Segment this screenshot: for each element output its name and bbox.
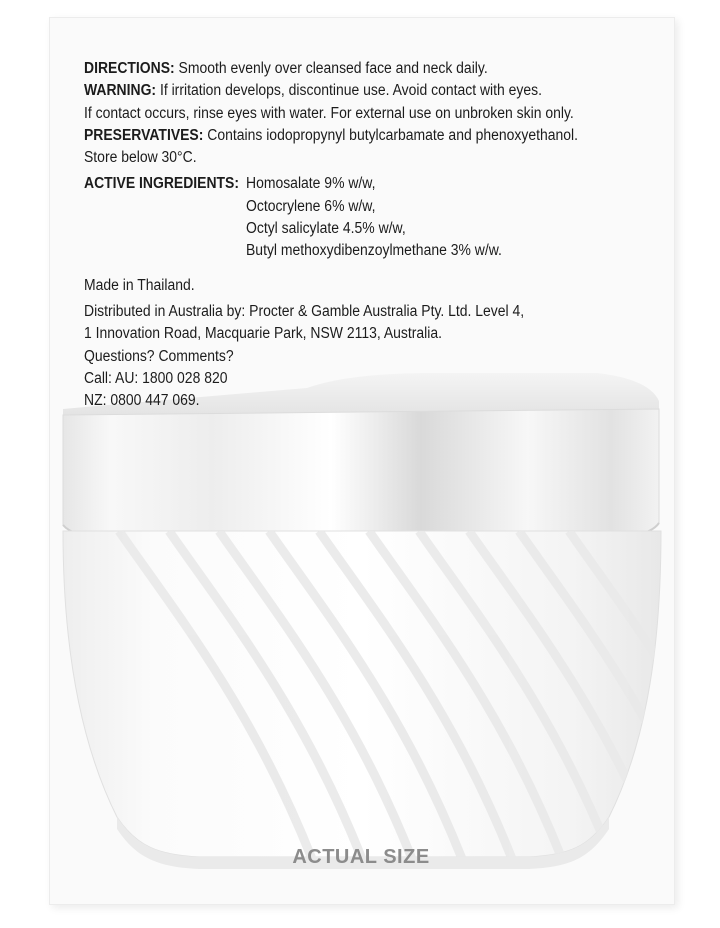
preservatives-line <box>84 125 588 147</box>
warning-text-continued: If contact occurs, rinse eyes with water. For external use on unbroken skin only. <box>84 104 574 122</box>
distributor-line-2: 1 Innovation Road, Macquarie Park, NSW 2113, Australia. <box>84 325 442 343</box>
origin-text: Made in Thailand. <box>84 276 195 294</box>
ingredient-item: Octyl salicylate 4.5% w/w, <box>246 220 406 238</box>
ingredient-item: Butyl methoxydibenzoylmethane 3% w/w. <box>246 242 502 260</box>
actual-size-label: ACTUAL SIZE <box>292 846 430 868</box>
preservatives-label: PRESERVATIVES: <box>84 126 204 144</box>
distributor-line-1: Distributed in Australia by: Procter & Gamble Australia Pty. Ltd. Level 4, <box>84 302 525 320</box>
active-ingredients-list <box>246 173 502 262</box>
preservatives-text: Contains iodopropynyl butylcarbamate and phenoxyethanol. <box>207 126 578 144</box>
directions-line <box>84 58 588 80</box>
warning-text: If irritation develops, discontinue use. Avoid contact with eyes. <box>159 82 542 100</box>
directions-text: Smooth evenly over cleansed face and neck daily. <box>178 60 488 77</box>
contact-nz-phone: NZ: 0800 447 069. <box>84 392 200 410</box>
product-label-text <box>84 58 588 412</box>
storage-text: Store below 30°C. <box>84 149 197 167</box>
active-ingredients <box>84 173 588 262</box>
directions-label: DIRECTIONS: <box>84 60 175 77</box>
warning-line <box>84 80 588 102</box>
contact-au-phone: Call: AU: 1800 028 820 <box>84 369 228 387</box>
active-ingredients-label: ACTIVE INGREDIENTS: <box>84 175 240 193</box>
contact-prompt: Questions? Comments? <box>84 347 234 365</box>
ingredient-item: Homosalate 9% w/w, <box>246 175 376 193</box>
warning-label: WARNING: <box>84 82 157 100</box>
ingredient-item: Octocrylene 6% w/w, <box>246 197 376 215</box>
